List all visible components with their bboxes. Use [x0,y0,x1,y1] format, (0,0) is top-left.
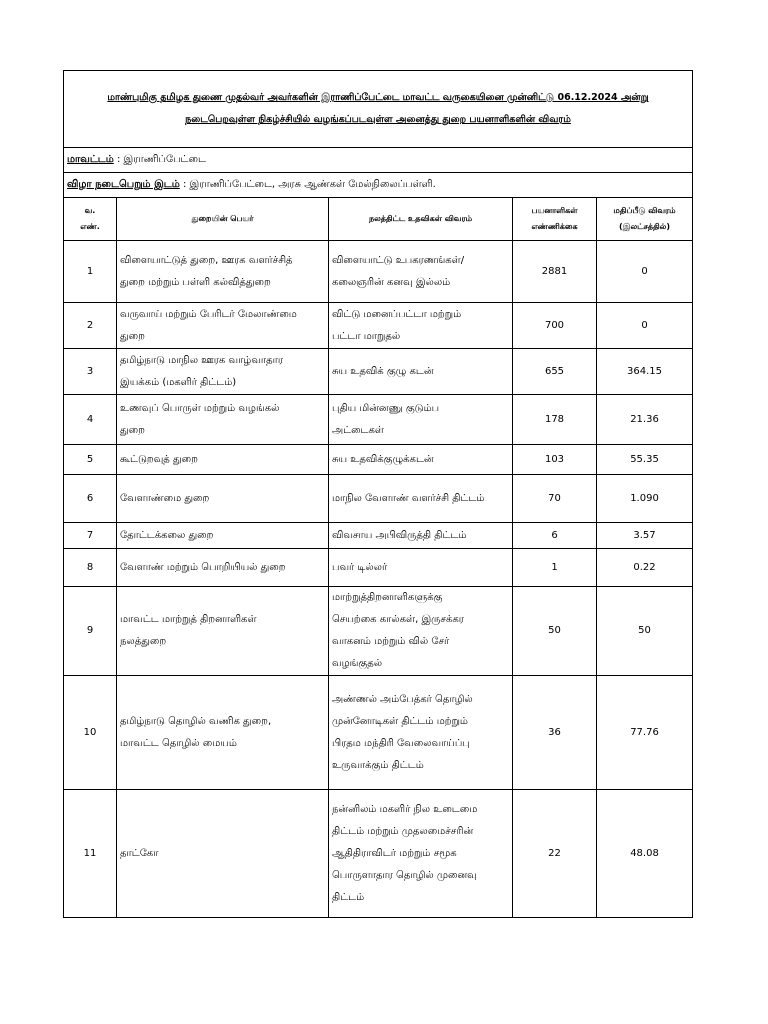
document-page [63,70,692,918]
estimated-value: 364.15 [597,349,693,395]
col-header-value: மதிப்பீடு விவரம் (இலட்சத்தில்) [597,198,693,241]
venue-row [64,173,693,198]
beneficiary-count: 178 [513,395,597,445]
department-name: விளையாட்டுத் துறை, ஊரக வளர்ச்சித் துறை மற்றும் பள்ளி கல்வித்துறை [117,241,329,303]
venue-label: விழா நடைபெறும் இடம் [67,179,180,190]
scheme-details: சுய உதவிக்குழுக்கடன் [329,445,513,475]
department-name: மாவட்ட மாற்றுத் திறனாளிகள் நலத்துறை [117,587,329,676]
row-number: 2 [64,303,117,349]
estimated-value: 77.76 [597,676,693,790]
estimated-value: 21.36 [597,395,693,445]
scheme-details: மாநில வேளாண் வளர்ச்சி திட்டம் [329,475,513,523]
district-row [64,148,693,173]
beneficiary-count: 2881 [513,241,597,303]
department-name: வேளாண் மற்றும் பொறியியல் துறை [117,549,329,587]
table-row [64,303,693,349]
scheme-details: மாற்றுத்திறனாளிகளுக்கு செயற்கை கால்கள், இருசக்கர வாகனம் மற்றும் வில் சேர் வழங்குதல் [329,587,513,676]
beneficiary-table [63,70,693,918]
estimated-value: 3.57 [597,523,693,549]
venue-value: : இராணிப்பேட்டை, அரசு ஆண்கள் மேல்நிலைப்பள்ளி. [183,179,436,190]
beneficiary-count: 655 [513,349,597,395]
table-row [64,445,693,475]
estimated-value: 0 [597,241,693,303]
estimated-value: 0.22 [597,549,693,587]
beneficiary-count: 22 [513,790,597,918]
estimated-value: 0 [597,303,693,349]
estimated-value: 55.35 [597,445,693,475]
scheme-details: அண்ணல் அம்பேத்கர் தொழில் முன்னோடிகள் திட்டம் மற்றும் பிரதம மந்திரி வேலைவாய்ப்பு உருவாக்கும் திட்டம் [329,676,513,790]
table-row [64,241,693,303]
department-name: வேளாண்மை துறை [117,475,329,523]
department-name: உணவுப் பொருள் மற்றும் வழங்கல் துறை [117,395,329,445]
table-row [64,395,693,445]
scheme-details: நன்னிலம் மகளிர் நில உடைமை திட்டம் மற்றும் முதலமைச்சரின் ஆதிதிராவிடர் மற்றும் சமூக பொருளாதார தொழில் முனைவு திட்டம் [329,790,513,918]
table-row [64,349,693,395]
col-header-no: வ. எண். [64,198,117,241]
department-name: தோட்டக்கலை துறை [117,523,329,549]
row-number: 8 [64,549,117,587]
row-number: 5 [64,445,117,475]
row-number: 11 [64,790,117,918]
table-row [64,790,693,918]
scheme-details: விளையாட்டு உபகரணங்கள்/ கலைஞரின் கனவு இல்லம் [329,241,513,303]
row-number: 1 [64,241,117,303]
scheme-details: விட்டு மனைப்பட்டா மற்றும் பட்டா மாறுதல் [329,303,513,349]
estimated-value: 48.08 [597,790,693,918]
department-name: கூட்டுறவுத் துறை [117,445,329,475]
department-name: தாட்கோ [117,790,329,918]
beneficiary-count: 36 [513,676,597,790]
beneficiary-count: 1 [513,549,597,587]
beneficiary-count: 103 [513,445,597,475]
row-number: 6 [64,475,117,523]
scheme-details: சுய உதவிக் குழு கடன் [329,349,513,395]
row-number: 10 [64,676,117,790]
beneficiary-count: 50 [513,587,597,676]
table-row [64,587,693,676]
district-value: : இராணிப்பேட்டை [117,154,206,165]
row-number: 9 [64,587,117,676]
col-header-dept: துறையின் பெயர் [117,198,329,241]
beneficiary-count: 6 [513,523,597,549]
table-row [64,549,693,587]
col-header-beneficiaries: பயனாளிகள் எண்ணிக்கை [513,198,597,241]
title-line-1: மாண்புமிகு தமிழக துணை முதல்வர் அவர்களின் இராணிப்பேட்டை மாவட்ட வருகையினை முன்னிட்டு 06.12.2024 அன்று [107,92,649,103]
table-row [64,475,693,523]
scheme-details: விவசாய அபிவிருத்தி திட்டம் [329,523,513,549]
table-row [64,523,693,549]
title-line-2: நடைபெறவுள்ள நிகழ்ச்சியில் வழங்கப்படவுள்ள அனைத்து துறை பயனாளிகளின் விவரம் [185,114,571,125]
district-label: மாவட்டம் [67,154,114,165]
row-number: 7 [64,523,117,549]
col-header-scheme: நலத்திட்ட உதவிகள் விவரம் [329,198,513,241]
scheme-details: புதிய மின்னணு குடும்ப அட்டைகள் [329,395,513,445]
beneficiary-count: 70 [513,475,597,523]
table-header [64,198,693,241]
department-name: வருவாய் மற்றும் பேரிடர் மேலாண்மை துறை [117,303,329,349]
document-title [64,71,693,148]
scheme-details: பவர் டில்லர் [329,549,513,587]
estimated-value: 50 [597,587,693,676]
row-number: 3 [64,349,117,395]
row-number: 4 [64,395,117,445]
department-name: தமிழ்நாடு தொழில் வணிக துறை, மாவட்ட தொழில் மையம் [117,676,329,790]
department-name: தமிழ்நாடு மாநில ஊரக வாழ்வாதார இயக்கம் (மகளிர் திட்டம்) [117,349,329,395]
estimated-value: 1.090 [597,475,693,523]
beneficiary-count: 700 [513,303,597,349]
table-row [64,676,693,790]
